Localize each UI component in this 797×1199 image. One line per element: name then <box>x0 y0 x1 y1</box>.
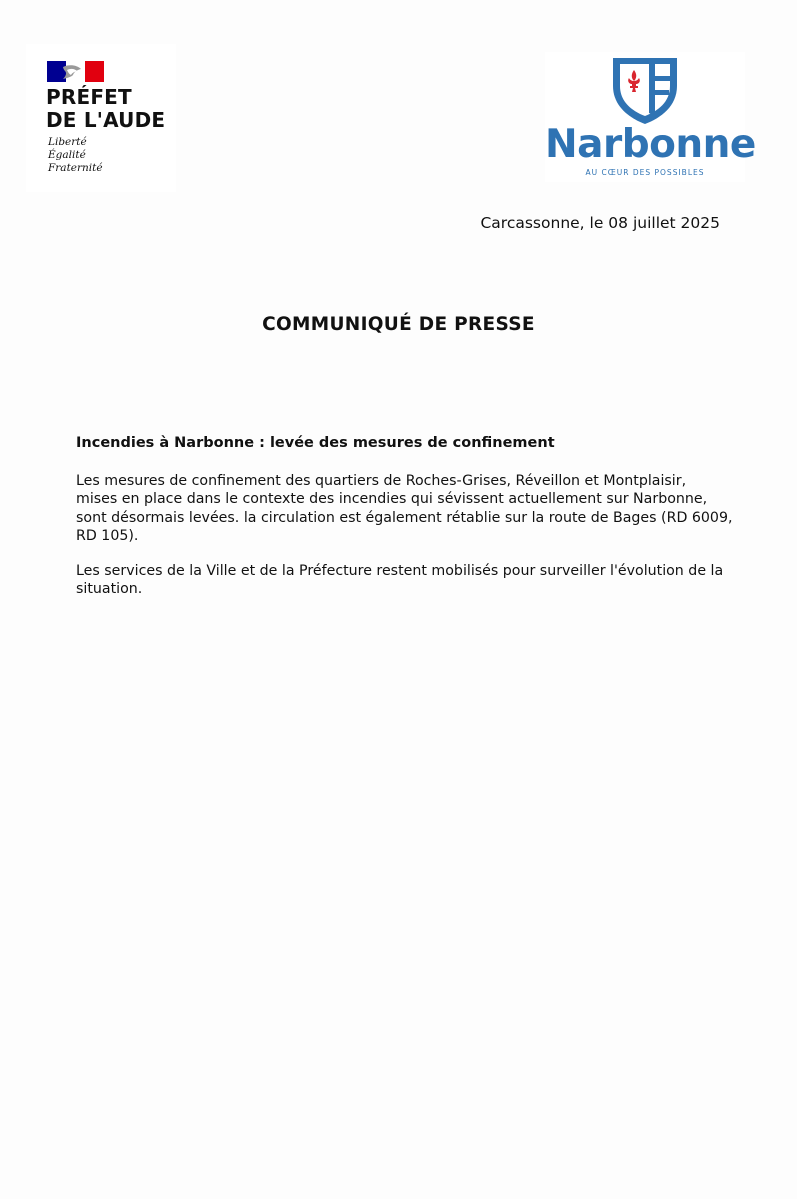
paragraph-line: situation. <box>76 581 143 598</box>
prefet-aude-logo <box>26 44 176 192</box>
place-and-date: Carcassonne, le 08 juillet 2025 <box>480 214 720 232</box>
body-paragraph-2 <box>76 562 736 599</box>
narbonne-tagline: AU CŒUR DES POSSIBLES <box>585 168 705 177</box>
paragraph-line: Les services de la Ville et de la Préfecture restent mobilisés pour surveiller l'évolution de la <box>76 563 724 579</box>
prefet-title-line2: DE L'AUDE <box>46 108 166 132</box>
motto-egalite: Égalité <box>48 149 86 161</box>
paragraph-line: RD 105). <box>76 527 139 544</box>
narbonne-shield-icon <box>611 56 679 126</box>
paragraph-line: sont désormais levées. la circulation est également rétablie sur la route de Bages (RD 6009, <box>76 509 733 526</box>
marianne-flag-icon <box>47 61 104 82</box>
paragraph-line: Les mesures de confinement des quartiers de Roches-Grises, Réveillon et Montplaisir, <box>76 473 687 489</box>
narbonne-logo <box>545 52 756 182</box>
paragraph-line: mises en place dans le contexte des incendies qui sévissent actuellement sur Narbonne, <box>76 491 708 508</box>
narbonne-wordmark: Narbonne <box>545 122 756 167</box>
motto-fraternite: Fraternité <box>48 162 103 174</box>
body-paragraph-1 <box>76 472 736 545</box>
prefet-title <box>46 86 165 132</box>
document-heading: COMMUNIQUÉ DE PRESSE <box>262 314 535 335</box>
republic-motto <box>48 136 103 175</box>
subject-line: Incendies à Narbonne : levée des mesures de confinement <box>76 435 555 451</box>
motto-liberte: Liberté <box>48 136 87 148</box>
prefet-title-line1: PRÉFET <box>46 85 132 109</box>
